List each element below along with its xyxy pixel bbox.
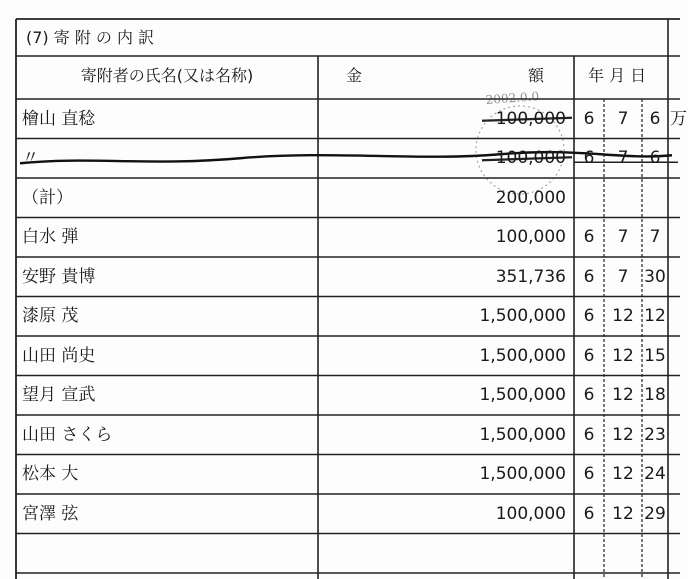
donation-month: 7 <box>617 266 629 287</box>
donation-year: 6 <box>583 385 595 406</box>
amount-column-header-right: 額 <box>528 66 545 85</box>
donor-name: 松本 大 <box>22 464 79 485</box>
donation-amount: 100,000 <box>495 108 566 129</box>
donor-name: 山田 尚史 <box>22 345 96 366</box>
donation-amount: 100,000 <box>495 503 566 524</box>
donation-month: 12 <box>612 345 634 366</box>
donation-amount: 1,500,000 <box>479 345 566 366</box>
stamp-date-text: 2002.0.0 <box>485 89 540 107</box>
donation-amount: 1,500,000 <box>479 385 566 406</box>
donation-month: 7 <box>617 108 629 129</box>
section-title: (7) 寄 附 の 内 訳 <box>26 28 155 47</box>
donor-name: （計） <box>22 187 73 208</box>
donation-year: 6 <box>583 424 595 445</box>
donor-name: 〃 <box>22 148 39 169</box>
donation-month: 12 <box>612 503 634 524</box>
donation-amount: 1,500,000 <box>479 424 566 445</box>
donor-name: 安野 貴博 <box>22 266 96 287</box>
donor-name: 漆原 茂 <box>22 306 79 327</box>
donor-name: 山田 さくら <box>22 424 113 445</box>
donation-year: 6 <box>583 108 595 129</box>
donation-day: 15 <box>644 345 666 366</box>
donation-month: 7 <box>617 227 629 248</box>
donor-name: 宮澤 弦 <box>22 503 79 524</box>
donation-amount: 100,000 <box>495 227 566 248</box>
donation-day: 12 <box>644 306 666 327</box>
donation-month: 12 <box>612 424 634 445</box>
donation-day: 18 <box>644 385 666 406</box>
donation-day: 7 <box>649 227 661 248</box>
donation-month: 12 <box>612 385 634 406</box>
amount-column-header-left: 金 <box>346 66 363 85</box>
donation-year: 6 <box>583 464 595 485</box>
donation-amount: 351,736 <box>495 266 566 287</box>
donation-amount: 100,000 <box>495 148 566 169</box>
donation-day: 30 <box>644 266 666 287</box>
donation-year: 6 <box>583 503 595 524</box>
donation-amount: 200,000 <box>495 187 566 208</box>
donation-day: 6 <box>649 148 661 169</box>
donor-name: 檜山 直稔 <box>22 108 96 129</box>
date-column-header: 年 月 日 <box>588 66 647 85</box>
donation-month: 12 <box>612 306 634 327</box>
donation-day: 29 <box>644 503 666 524</box>
donor-name: 望月 宣武 <box>22 385 96 406</box>
donation-day: 23 <box>644 424 666 445</box>
donation-year: 6 <box>583 266 595 287</box>
donation-month: 12 <box>612 464 634 485</box>
donation-year: 6 <box>583 345 595 366</box>
donation-year: 6 <box>583 227 595 248</box>
donor-column-header: 寄附者の氏名(又は名称) <box>80 66 254 85</box>
donation-day: 24 <box>644 464 666 485</box>
donation-amount: 1,500,000 <box>479 306 566 327</box>
donor-name: 白水 弾 <box>22 227 79 248</box>
donation-year: 6 <box>583 306 595 327</box>
donation-amount: 1,500,000 <box>479 464 566 485</box>
truncated-char: 万 <box>670 108 687 129</box>
donation-month: 7 <box>617 148 629 169</box>
donation-day: 6 <box>649 108 661 129</box>
donation-year: 6 <box>583 148 595 169</box>
